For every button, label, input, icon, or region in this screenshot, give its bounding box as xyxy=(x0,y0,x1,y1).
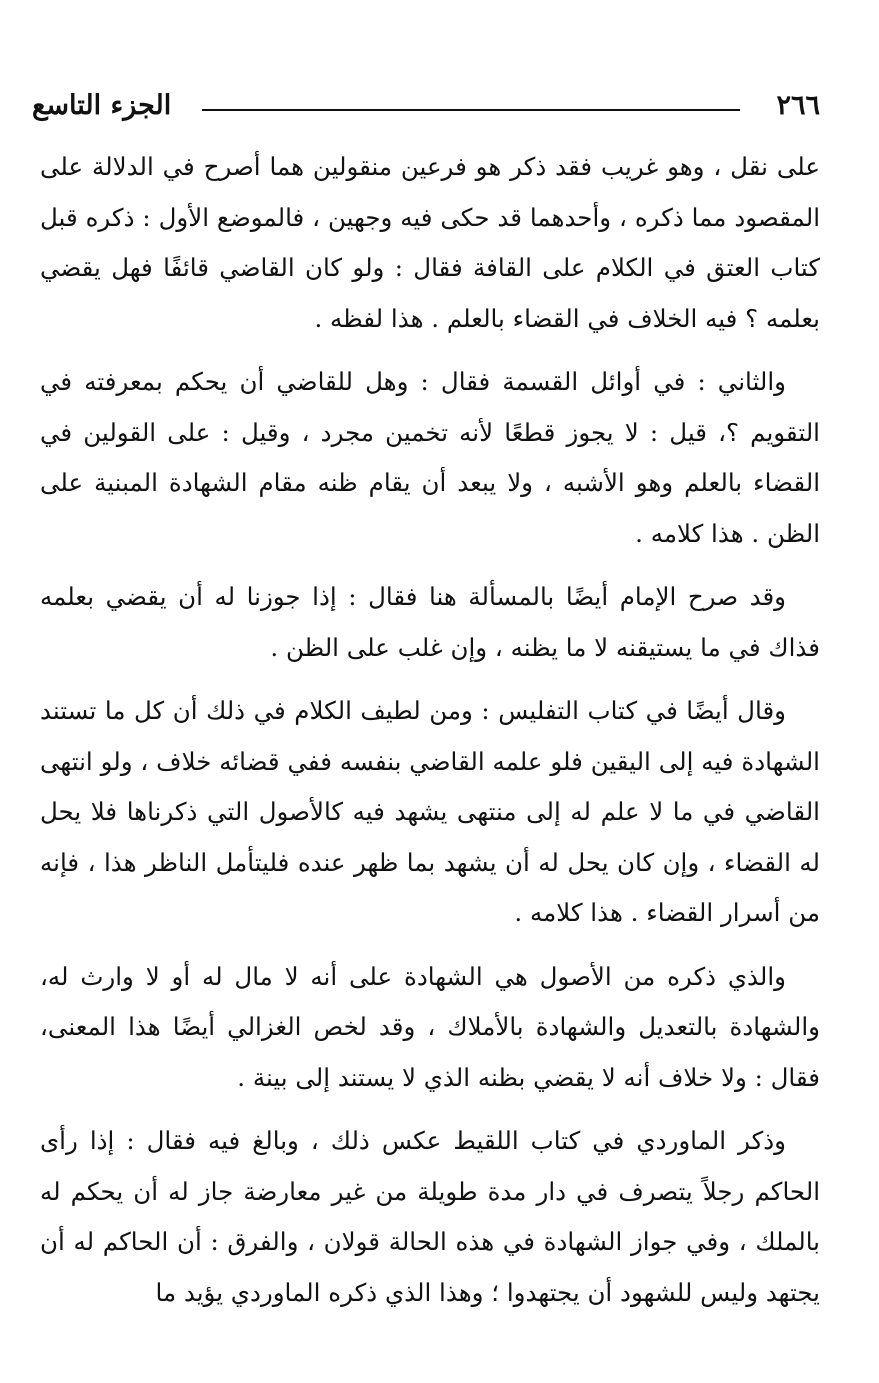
page-body xyxy=(40,142,820,1331)
volume-title: الجزء التاسع xyxy=(32,90,172,121)
paragraph-continuation: على نقل ، وهو غريب فقد ذكر هو فرعين منقولين هما أصرح في الدلالة على المقصود مما ذكره ، وأحدهما قد حكى فيه وجهين ، فالموضع الأول : ذكره قبل كتاب العتق في الكلام على القافة فقال : ولو كان القاضي قائفًا فهل يقضي بعلمه ؟ فيه الخلاف في القضاء بالعلم . هذا لفظه . xyxy=(40,152,820,333)
page-number: ٢٦٦ xyxy=(776,90,820,121)
running-header xyxy=(32,88,820,132)
paragraph-usul: والذي ذكره من الأصول هي الشهادة على أنه لا مال له أو لا وارث له، والشهادة بالتعديل والشهادة بالأملاك ، وقد لخص الغزالي أيضًا هذا المعنى، فقال : ولا خلاف أنه لا يقضي بظنه الذي لا يستند إلى بينة . xyxy=(40,961,820,1092)
paragraph-taflis: وقال أيضًا في كتاب التفليس : ومن لطيف الكلام في ذلك أن كل ما تستند الشهادة فيه إلى اليقين فلو علمه القاضي بنفسه ففي قضائه خلاف ، ولو انتهى القاضي في ما لا علم له إلى منتهى يشهد فيه كالأصول التي ذكرناها فلا يحل له القضاء ، وإن كان يحل له أن يشهد بما ظهر عنده فليتأمل الناظر هذا ، فإنه من أسرار القضاء . هذا كلامه . xyxy=(40,696,820,927)
header-rule xyxy=(202,109,740,111)
paragraph-mawardi: وذكر الماوردي في كتاب اللقيط عكس ذلك ، وبالغ فيه فقال : إذا رأى الحاكم رجلاً يتصرف في دار مدة طويلة من غير معارضة جاز له أن يحكم له بالملك ، وفي جواز الشهادة في هذه الحالة قولان ، والفرق : أن الحاكم له أن يجتهد وليس للشهود أن يجتهدوا ؛ وهذا الذي ذكره الماوردي يؤيد ما xyxy=(40,1126,820,1307)
paragraph-second-place: والثاني : في أوائل القسمة فقال : وهل للقاضي أن يحكم بمعرفته في التقويم ؟، قيل : لا يجوز قطعًا لأنه تخمين مجرد ، وقيل : على القولين في القضاء بالعلم وهو الأشبه ، ولا يبعد أن يقام ظنه مقام الشهادة المبنية على الظن . هذا كلامه . xyxy=(40,367,820,548)
paragraph-imam-statement: وقد صرح الإمام أيضًا بالمسألة هنا فقال : إذا جوزنا له أن يقضي بعلمه فذاك في ما يستيقنه لا ما يظنه ، وإن غلب على الظن . xyxy=(40,582,820,662)
